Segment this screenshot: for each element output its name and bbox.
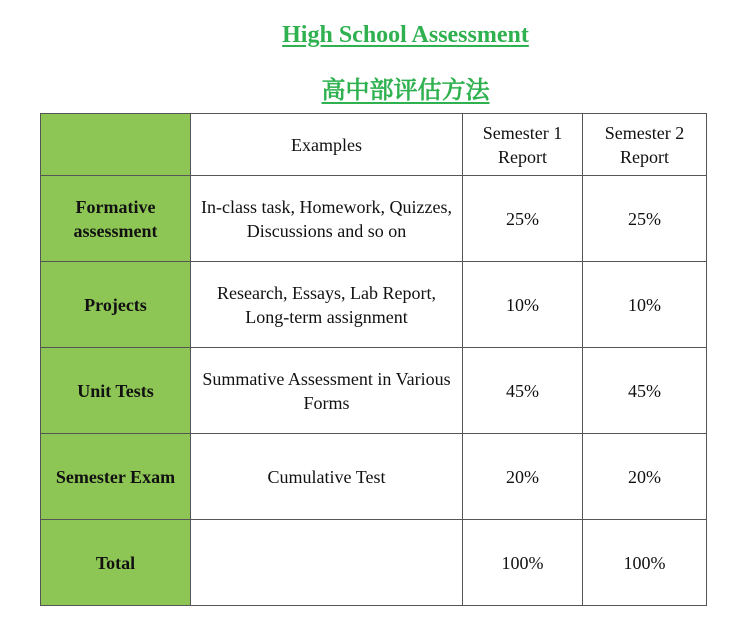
row-examples: In-class task, Homework, Quizzes, Discussions and so on (191, 176, 463, 262)
row-category: Unit Tests (41, 348, 191, 434)
row-semester-2: 25% (583, 176, 707, 262)
row-semester-1: 20% (463, 434, 583, 520)
title-english: High School Assessment (282, 22, 529, 48)
header-row (41, 114, 707, 176)
header-corner-cell (41, 114, 191, 176)
header-semester-1: Semester 1 Report (463, 114, 583, 176)
table-row (41, 176, 707, 262)
table-row (41, 348, 707, 434)
row-examples: Research, Essays, Lab Report, Long-term assignment (191, 262, 463, 348)
row-category: Formative assessment (41, 176, 191, 262)
row-semester-1: 45% (463, 348, 583, 434)
row-semester-2: 45% (583, 348, 707, 434)
row-semester-2: 100% (583, 520, 707, 606)
row-semester-2: 20% (583, 434, 707, 520)
row-category: Projects (41, 262, 191, 348)
table-row (41, 434, 707, 520)
assessment-table (40, 113, 707, 606)
header-semester-2: Semester 2 Report (583, 114, 707, 176)
header-examples: Examples (191, 114, 463, 176)
row-category: Semester Exam (41, 434, 191, 520)
row-examples: Summative Assessment in Various Forms (191, 348, 463, 434)
row-semester-2: 10% (583, 262, 707, 348)
title-chinese: 高中部评估方法 (321, 76, 490, 104)
table-row (41, 520, 707, 606)
table-row (41, 262, 707, 348)
row-semester-1: 100% (463, 520, 583, 606)
row-examples (191, 520, 463, 606)
row-category: Total (41, 520, 191, 606)
row-examples: Cumulative Test (191, 434, 463, 520)
row-semester-1: 10% (463, 262, 583, 348)
row-semester-1: 25% (463, 176, 583, 262)
